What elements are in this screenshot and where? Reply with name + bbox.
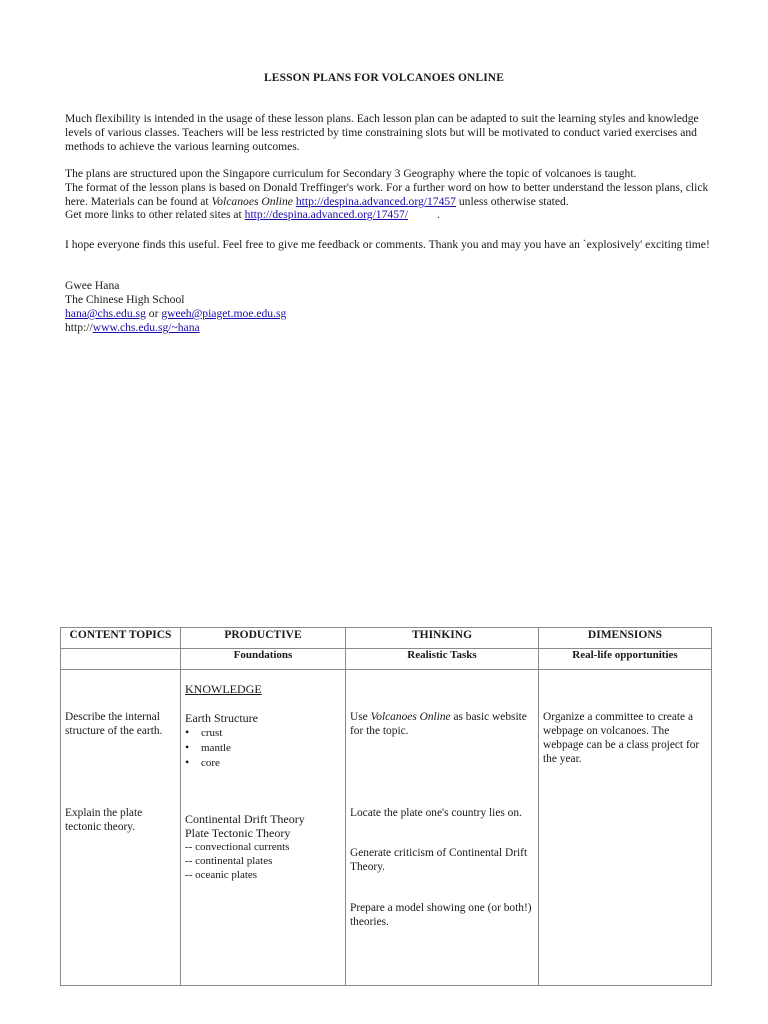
author-school: The Chinese High School — [65, 293, 185, 306]
topic-internal-structure: Describe the internal structure of the earth. — [65, 711, 163, 737]
real-life-cell — [539, 670, 712, 986]
header-content-topics: CONTENT TOPICS — [61, 628, 181, 649]
earth-layers-list — [185, 726, 341, 771]
header-thinking: THINKING — [346, 628, 539, 649]
header-dimensions: DIMENSIONS — [539, 628, 712, 649]
plate-tectonic-label: Plate Tectonic Theory — [185, 826, 291, 840]
treffinger-text: The format of the lesson plans is based on Donald Treffinger's work. For a further word on how to better understand the lesson plans, click here. Materials can be found at — [65, 180, 709, 208]
task-use-post: as basic website for the topic. — [350, 711, 527, 737]
list-item: • core — [199, 756, 341, 771]
author-emails — [65, 307, 286, 321]
topic-plate-tectonic: Explain the plate tectonic theory. — [65, 807, 143, 833]
author-url — [65, 321, 286, 335]
knowledge-heading: KNOWLEDGE — [185, 682, 262, 696]
list-item: -- convectional currents — [185, 841, 290, 853]
task-prepare-model: Prepare a model showing one (or both!) theories. — [350, 902, 532, 928]
table-row — [61, 670, 712, 986]
header-productive: PRODUCTIVE — [181, 628, 346, 649]
document-title: LESSON PLANS FOR VOLCANOES ONLINE — [264, 72, 504, 84]
subheader-real-life: Real-life opportunities — [539, 649, 712, 670]
unless-text: unless otherwise stated. — [455, 194, 569, 208]
subheader-foundations: Foundations — [181, 649, 346, 670]
url-prefix: http:// — [65, 321, 93, 334]
foundations-cell — [181, 670, 346, 986]
trailing-dot: . — [408, 208, 440, 222]
earth-structure-label: Earth Structure — [185, 711, 258, 725]
homepage-link[interactable]: www.chs.edu.sg/~hana — [92, 321, 200, 334]
intro-paragraph-3 — [65, 238, 715, 252]
intro-paragraph-2 — [65, 167, 715, 222]
intro-text-2c — [65, 208, 715, 222]
despina-link[interactable]: http://despina.advanced.org/17457 — [295, 194, 456, 208]
subheader-realistic-tasks: Realistic Tasks — [346, 649, 539, 670]
list-item: • crust — [199, 726, 341, 741]
task-use-italic: Volcanoes Online — [370, 711, 451, 723]
intro-text-2a: The plans are structured upon the Singapore curriculum for Secondary 3 Geography where the topic of volcanoes is taught. — [65, 167, 637, 180]
task-use-volcanoes-online — [350, 710, 534, 738]
subheader-blank — [61, 649, 181, 670]
table-subheader-row — [61, 649, 712, 670]
despina-link-2[interactable]: http://despina.advanced.org/17457/ — [244, 208, 409, 222]
intro-text-3: I hope everyone finds this useful. Feel free to give me feedback or comments. Thank you and may you have an `explosively' exciting time! — [65, 238, 710, 251]
intro-text-1: Much flexibility is intended in the usage of these lesson plans. Each lesson plan can be adapted to suit the learning styles and knowledge levels of various classes. Teachers will be less restricted by time constraining slots but will be motivated to conduct varied exercises and methods to achieve the various learning outcomes. — [65, 112, 699, 153]
table-header-row — [61, 628, 712, 649]
task-locate-plate: Locate the plate one's country lies on. — [350, 807, 522, 819]
email-link-1[interactable]: hana@chs.edu.sg — [65, 307, 146, 320]
continental-drift-label: Continental Drift Theory — [185, 812, 305, 826]
signature-block — [65, 279, 286, 335]
dash-list — [185, 840, 341, 882]
list-item: • mantle — [199, 741, 341, 756]
realistic-tasks-cell — [346, 670, 539, 986]
intro-paragraph-1 — [65, 112, 715, 153]
task-use-pre: Use — [350, 711, 371, 723]
earth-structure-block — [185, 711, 341, 771]
task-generate-criticism: Generate criticism of Continental Drift Theory. — [350, 847, 528, 873]
list-item: -- continental plates — [185, 855, 273, 867]
content-topics-cell — [61, 670, 181, 986]
list-item: -- oceanic plates — [185, 869, 258, 881]
theories-block — [185, 812, 341, 882]
more-links-text: Get more links to other related sites at — [65, 208, 245, 222]
opportunity-webpage: Organize a committee to create a webpage on volcanoes. The webpage can be a class project for the year. — [543, 711, 700, 765]
author-name: Gwee Hana — [65, 279, 120, 292]
volcanoes-online-italic: Volcanoes Online — [211, 194, 293, 208]
intro-text-2b — [65, 181, 715, 209]
email-link-2[interactable]: gweeh@piaget.moe.edu.sg — [161, 307, 287, 320]
lesson-plan-table — [60, 627, 712, 986]
or-text: or — [145, 307, 162, 320]
